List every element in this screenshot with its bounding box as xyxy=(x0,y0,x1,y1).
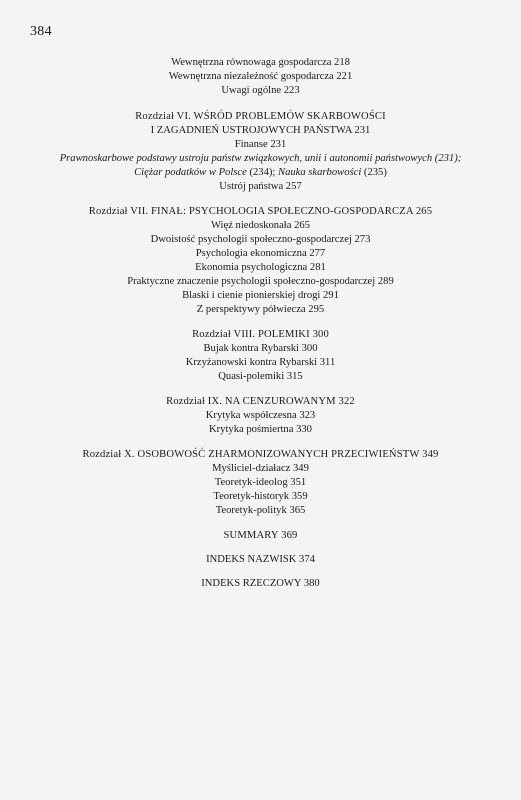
toc-subentry-title: Ciężar podatków w Polsce xyxy=(134,167,247,178)
toc-entry: Wewnętrzna niezależność gospodarcza 221 xyxy=(168,71,353,82)
toc-entry: Uwagi ogólne 223 xyxy=(221,85,300,96)
toc-entry: Wewnętrzna równowaga gospodarcza 218 xyxy=(171,57,350,68)
toc-entry: Teoretyk-historyk 359 xyxy=(213,491,308,502)
toc-entry: Z perspektywy półwiecza 295 xyxy=(196,304,325,315)
toc-entry: Praktyczne znaczenie psychologii społeczno-gospodarczej 289 xyxy=(127,276,394,287)
toc-subentry-page: (234); xyxy=(246,167,278,178)
toc-subentry-page: (235) xyxy=(361,167,387,178)
toc-entry: Teoretyk-polityk 365 xyxy=(215,505,306,516)
toc-entry: Finanse 231 xyxy=(234,139,287,150)
toc-entry: Bujak kontra Rybarski 300 xyxy=(203,343,318,354)
summary-heading: SUMMARY 369 xyxy=(223,530,298,541)
toc-subentry-line xyxy=(0,166,521,180)
chapter-heading-viii: Rozdział VIII. POLEMIKI 300 xyxy=(192,329,329,340)
toc-entry: Krytyka pośmiertna 330 xyxy=(209,424,312,435)
chapter-heading-vi: Rozdział VI. WŚRÓD PROBLEMÓW SKARBOWOŚCI xyxy=(135,111,386,122)
chapter-heading-vi-continued: I ZAGADNIEŃ USTROJOWYCH PAŃSTWA 231 xyxy=(150,125,371,136)
toc-entry: Blaski i cienie pionierskiej drogi 291 xyxy=(182,290,339,301)
toc-subentry-title: Nauka skarbowości xyxy=(278,167,362,178)
index-of-names-heading: INDEKS NAZWISK 374 xyxy=(206,554,315,565)
page-number: 384 xyxy=(30,24,52,39)
toc-entry: Ekonomia psychologiczna 281 xyxy=(195,262,326,273)
chapter-heading-x: Rozdział X. OSOBOWOŚĆ ZHARMONIZOWANYCH PRZECIWIEŃSTW 349 xyxy=(82,449,439,460)
toc-entry: Więź niedoskonała 265 xyxy=(210,220,310,231)
toc-entry: Teoretyk-ideolog 351 xyxy=(214,477,307,488)
toc-entry: Ustrój państwa 257 xyxy=(219,181,302,192)
table-of-contents xyxy=(0,56,521,591)
toc-entry: Psychologia ekonomiczna 277 xyxy=(195,248,326,259)
toc-entry: Krzyżanowski kontra Rybarski 311 xyxy=(185,357,336,368)
toc-entry: Quasi-polemiki 315 xyxy=(218,371,303,382)
toc-subentry: Prawnoskarbowe podstawy ustroju państw związkowych, unii i autonomii państwowych (231); xyxy=(59,153,462,164)
chapter-heading-ix: Rozdział IX. NA CENZUROWANYM 322 xyxy=(166,396,355,407)
toc-entry: Krytyka współczesna 323 xyxy=(205,410,316,421)
toc-entry: Myśliciel-działacz 349 xyxy=(212,463,309,474)
toc-entry: Dwoistość psychologii społeczno-gospodarczej 273 xyxy=(150,234,371,245)
subject-index-heading: INDEKS RZECZOWY 380 xyxy=(201,578,320,589)
chapter-heading-vii: Rozdział VII. FINAŁ: PSYCHOLOGIA SPOŁECZNO-GOSPODARCZA 265 xyxy=(88,206,433,217)
